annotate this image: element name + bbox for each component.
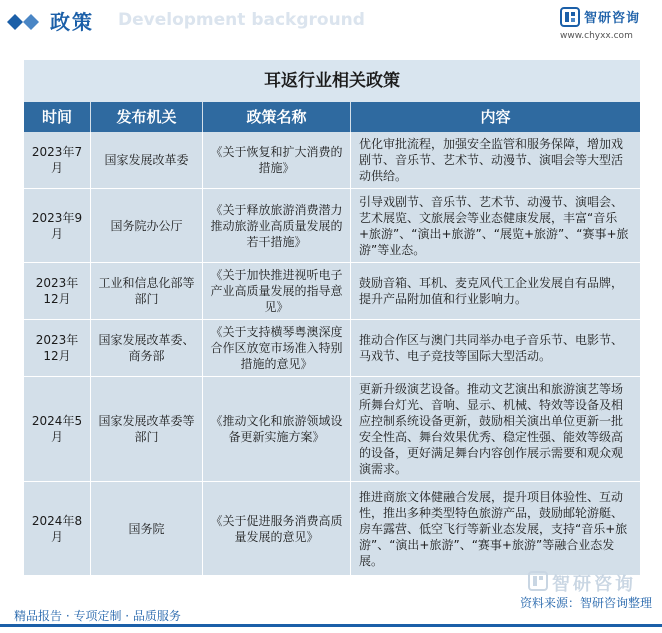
cell-time: 2023年9月 bbox=[31, 210, 83, 241]
cell-content: 推动合作区与澳门共同举办电子音乐节、电影节、马戏节、电子竞技等国际大型活动。 bbox=[359, 333, 624, 363]
cell-content: 鼓励音箱、耳机、麦克风代工企业发展自有品牌，提升产品附加值和行业影响力。 bbox=[359, 276, 624, 306]
cell-policy: 《关于释放旅游消费潜力推动旅游业高质量发展的若干措施》 bbox=[210, 202, 343, 249]
column-header-time: 时间 bbox=[24, 102, 90, 132]
cell-policy: 《关于促进服务消费高质量发展的意见》 bbox=[210, 513, 343, 544]
table-row bbox=[24, 320, 640, 376]
footer-rule bbox=[0, 624, 662, 627]
watermark-logo bbox=[528, 570, 658, 594]
table-row bbox=[24, 377, 640, 481]
table-title: 耳返行业相关政策 bbox=[24, 60, 640, 102]
cell-content: 优化审批流程，加强安全监管和服务保障，增加戏剧节、音乐节、艺术节、动漫节、演唱会等大型活动供给。 bbox=[359, 137, 624, 183]
cell-agency: 国家发展改革委等部门 bbox=[98, 414, 195, 444]
page-header bbox=[0, 0, 662, 44]
diamond-decoration-icon bbox=[7, 12, 47, 32]
brand-url: www.chyxx.com bbox=[560, 31, 633, 41]
watermark-mark-icon bbox=[528, 571, 548, 591]
cell-content: 更新升级演艺设备。推动文艺演出和旅游演艺等场所舞台灯光、音响、显示、机械、特效等设备及相应控制系统设备更新，鼓励相关演出单位更新一批安全性高、舞台效果优秀、稳定性强、能效等级高的设备，更好满足舞台内容创作展示需要和观众观演需求。 bbox=[359, 382, 624, 476]
column-header-policy: 政策名称 bbox=[203, 102, 350, 132]
footer-slogan: 精品报告 · 专项定制 · 品质服务 bbox=[14, 609, 181, 623]
cell-time: 2023年7月 bbox=[31, 145, 83, 175]
brand-mark-icon bbox=[560, 7, 580, 27]
cell-policy: 《推动文化和旅游领域设备更新实施方案》 bbox=[210, 414, 343, 444]
policy-table bbox=[24, 60, 640, 575]
table-row bbox=[24, 132, 640, 188]
column-header-content: 内容 bbox=[351, 102, 640, 132]
section-subtitle: Development background bbox=[118, 10, 365, 30]
watermark-text: 智研咨询 bbox=[552, 574, 636, 595]
cell-agency: 国务院 bbox=[128, 521, 165, 536]
cell-policy: 《关于恢复和扩大消费的措施》 bbox=[210, 145, 343, 175]
table-row bbox=[24, 189, 640, 262]
cell-agency: 国家发展改革委 bbox=[104, 153, 189, 167]
source-note: 资料来源：智研咨询整理 bbox=[519, 596, 652, 610]
table-row bbox=[24, 482, 640, 575]
cell-time: 2024年8月 bbox=[31, 513, 83, 544]
cell-agency: 国家发展改革委、商务部 bbox=[98, 333, 195, 363]
cell-agency: 工业和信息化部等部门 bbox=[98, 276, 195, 306]
brand-name: 智研咨询 bbox=[584, 11, 641, 26]
cell-content: 引导戏剧节、音乐节、艺术节、动漫节、演唱会、艺术展览、文旅展会等业态健康发展，丰富“音乐+旅游”、“演出+旅游”、“展览+旅游”、“赛事+旅游”等业态。 bbox=[359, 194, 629, 257]
column-divider bbox=[350, 132, 351, 575]
section-title: 政策 bbox=[50, 10, 94, 34]
brand-logo bbox=[560, 6, 656, 42]
cell-time: 2023年12月 bbox=[35, 333, 79, 363]
cell-time: 2023年12月 bbox=[35, 276, 79, 306]
cell-policy: 《关于加快推进视听电子产业高质量发展的指导意见》 bbox=[210, 268, 343, 314]
cell-content: 推进商旅文体健融合发展，提升项目体验性、互动性，推出多种类型特色旅游产品，鼓励邮轮游艇、房车露营、低空飞行等新业态发展，支持“音乐+旅游”、“演出+旅游”、“赛事+旅游”等融合业态发展。 bbox=[359, 489, 628, 568]
cell-policy: 《关于支持横琴粤澳深度合作区放宽市场准入特别措施的意见》 bbox=[210, 325, 343, 371]
cell-agency: 国务院办公厅 bbox=[110, 218, 183, 233]
column-divider bbox=[202, 132, 203, 575]
table-row bbox=[24, 263, 640, 319]
cell-time: 2024年5月 bbox=[31, 414, 83, 444]
column-divider bbox=[90, 132, 91, 575]
column-header-agency: 发布机关 bbox=[91, 102, 202, 132]
